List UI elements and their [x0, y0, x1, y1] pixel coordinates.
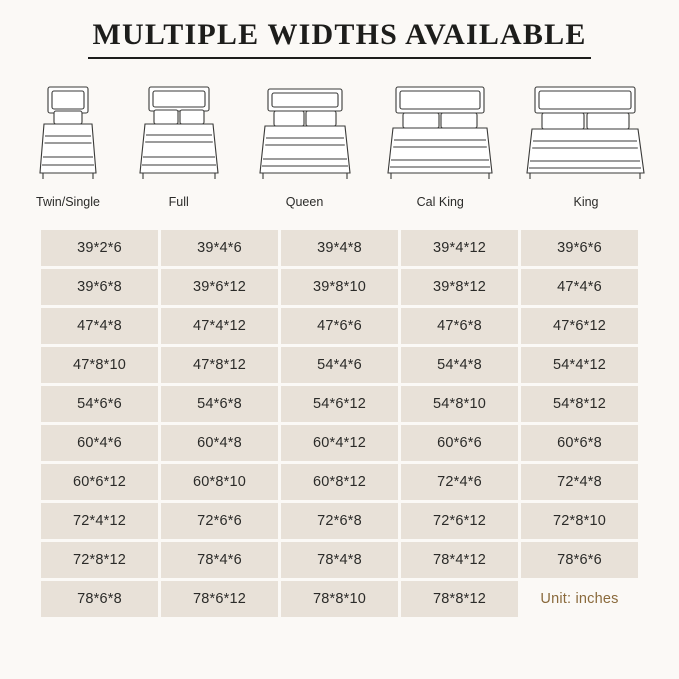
size-cell: 60*4*12	[281, 425, 398, 461]
size-cell: 60*6*6	[401, 425, 518, 461]
size-cell: 72*6*12	[401, 503, 518, 539]
bed-label-queen: Queen	[285, 194, 324, 209]
size-cell: 39*2*6	[41, 230, 158, 266]
size-table-container	[0, 209, 679, 620]
size-cell: 39*6*12	[161, 269, 278, 305]
size-cell: 39*8*10	[281, 269, 398, 305]
bed-king-icon	[523, 81, 649, 186]
size-cell: 72*4*8	[521, 464, 638, 500]
bed-full-icon	[131, 81, 227, 186]
bed-label-king: King	[573, 194, 599, 209]
size-cell: 78*8*10	[281, 581, 398, 617]
size-cell: 47*8*10	[41, 347, 158, 383]
table-row	[41, 464, 638, 500]
table-row	[41, 503, 638, 539]
size-cell: 78*4*8	[281, 542, 398, 578]
size-cell: 72*4*6	[401, 464, 518, 500]
size-cell: 54*6*8	[161, 386, 278, 422]
bed-queen-icon	[252, 81, 358, 186]
size-cell: 60*8*12	[281, 464, 398, 500]
size-cell: 47*6*6	[281, 308, 398, 344]
size-cell: 39*6*6	[521, 230, 638, 266]
table-row	[41, 581, 638, 617]
table-row	[41, 269, 638, 305]
bed-twin-icon	[30, 81, 106, 186]
table-row	[41, 230, 638, 266]
page-title-container	[0, 0, 679, 59]
bed-illustrations-row	[0, 59, 679, 209]
size-cell: 78*4*6	[161, 542, 278, 578]
size-cell: 47*8*12	[161, 347, 278, 383]
size-cell: 72*4*12	[41, 503, 158, 539]
bed-option-king	[523, 81, 649, 209]
size-cell: 47*6*12	[521, 308, 638, 344]
size-cell: 47*4*6	[521, 269, 638, 305]
table-row	[41, 347, 638, 383]
size-cell: 60*4*6	[41, 425, 158, 461]
table-row	[41, 425, 638, 461]
size-cell: 60*6*8	[521, 425, 638, 461]
unit-note: Unit: inches	[521, 581, 638, 617]
size-cell: 39*4*6	[161, 230, 278, 266]
size-cell: 54*6*6	[41, 386, 158, 422]
size-cell: 54*4*8	[401, 347, 518, 383]
size-cell: 47*6*8	[401, 308, 518, 344]
size-cell: 72*6*6	[161, 503, 278, 539]
size-cell: 78*6*6	[521, 542, 638, 578]
size-cell: 47*4*8	[41, 308, 158, 344]
size-cell: 39*4*8	[281, 230, 398, 266]
bed-option-cal-king	[382, 81, 498, 209]
table-row	[41, 308, 638, 344]
size-cell: 54*8*10	[401, 386, 518, 422]
bed-option-queen	[252, 81, 358, 209]
size-cell: 39*6*8	[41, 269, 158, 305]
size-cell: 54*4*12	[521, 347, 638, 383]
size-cell: 78*8*12	[401, 581, 518, 617]
page-title: MULTIPLE WIDTHS AVAILABLE	[88, 18, 590, 59]
size-cell: 54*6*12	[281, 386, 398, 422]
size-cell: 72*8*10	[521, 503, 638, 539]
size-cell: 78*6*12	[161, 581, 278, 617]
size-cell: 60*8*10	[161, 464, 278, 500]
bed-option-twin	[30, 81, 106, 209]
size-cell: 60*4*8	[161, 425, 278, 461]
size-cell: 39*4*12	[401, 230, 518, 266]
bed-label-cal-king: Cal King	[416, 194, 464, 209]
bed-label-twin: Twin/Single	[36, 194, 100, 209]
bed-label-full: Full	[168, 194, 189, 209]
size-cell: 72*8*12	[41, 542, 158, 578]
bed-option-full	[131, 81, 227, 209]
size-cell: 78*6*8	[41, 581, 158, 617]
size-table	[38, 227, 641, 620]
size-cell: 60*6*12	[41, 464, 158, 500]
bed-cal-king-icon	[382, 81, 498, 186]
size-cell: 47*4*12	[161, 308, 278, 344]
size-cell: 72*6*8	[281, 503, 398, 539]
size-cell: 54*4*6	[281, 347, 398, 383]
table-row	[41, 542, 638, 578]
size-cell: 39*8*12	[401, 269, 518, 305]
table-row	[41, 386, 638, 422]
size-cell: 54*8*12	[521, 386, 638, 422]
size-cell: 78*4*12	[401, 542, 518, 578]
